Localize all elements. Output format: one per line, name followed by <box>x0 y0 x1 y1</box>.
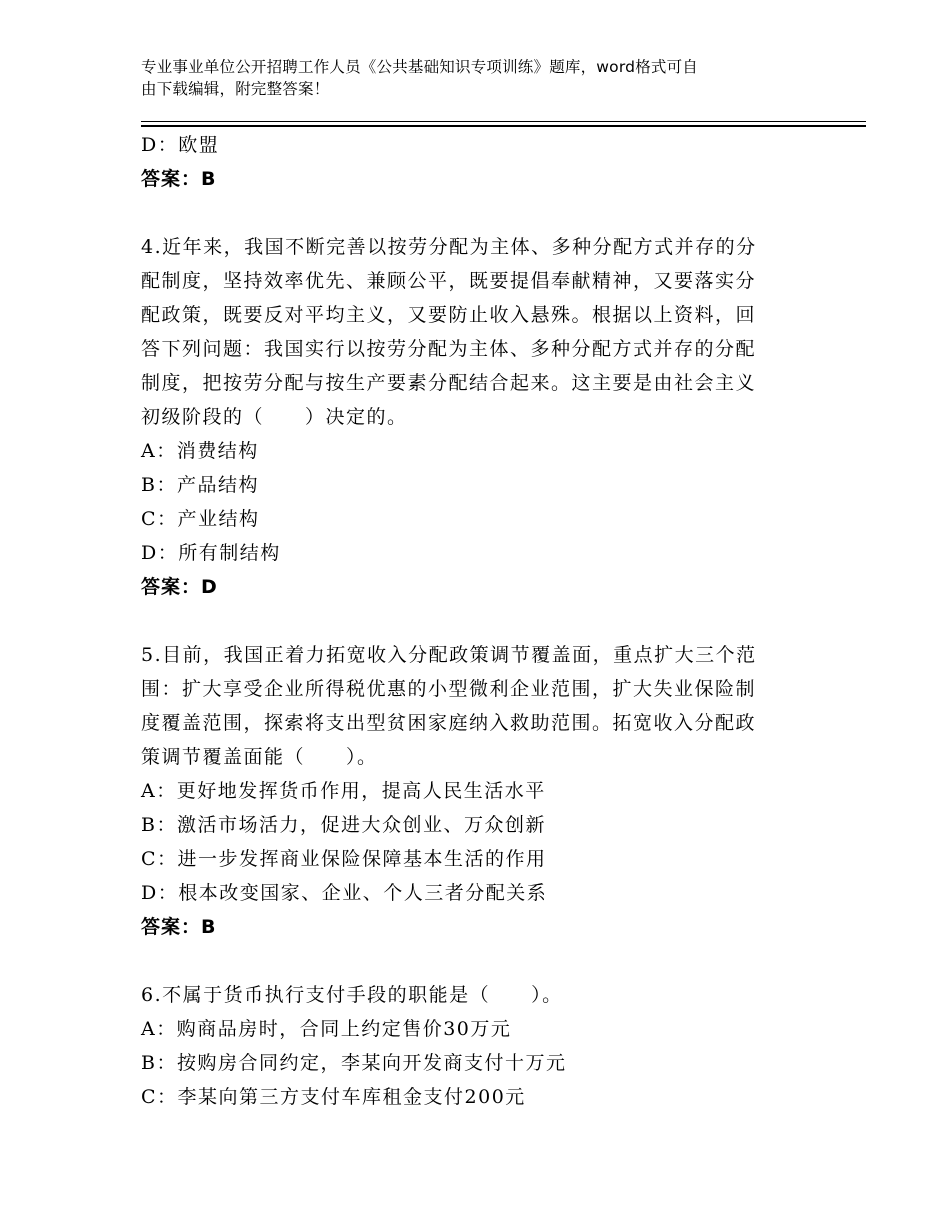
header-divider-thick <box>141 125 866 127</box>
q6-option-b: B：按购房合同约定，李某向开发商支付十万元 <box>141 1052 567 1074</box>
q4-option-c: C：产业结构 <box>141 508 260 530</box>
question-5 <box>141 638 801 944</box>
q4-stem-line: 配制度，坚持效率优先、兼顾公平，既要提倡奉献精神，又要落实分 <box>141 270 757 292</box>
header-line-1: 专业事业单位公开招聘工作人员《公共基础知识专项训练》题库，word格式可自 <box>141 58 699 76</box>
q4-option-b: B：产品结构 <box>141 474 259 496</box>
q5-option-a: A：更好地发挥货币作用，提高人民生活水平 <box>141 780 546 802</box>
q5-answer: 答案：B <box>141 916 217 938</box>
q6-stem-line: 6.不属于货币执行支付手段的职能是（ ）。 <box>141 984 563 1006</box>
header-line-2: 由下载编辑，附完整答案！ <box>141 80 330 98</box>
q5-stem-line: 策调节覆盖面能（ ）。 <box>141 746 378 768</box>
spacer <box>141 944 801 978</box>
q6-option-c: C：李某向第三方支付车库租金支付200元 <box>141 1086 526 1108</box>
q4-stem-line: 4.近年来，我国不断完善以按劳分配为主体、多种分配方式并存的分 <box>141 236 757 258</box>
q5-stem-line: 度覆盖范围，探索将支出型贫困家庭纳入救助范围。拓宽收入分配政 <box>141 712 757 734</box>
q4-option-d: D：所有制结构 <box>141 542 281 564</box>
document-body <box>141 128 801 1114</box>
q4-stem-line: 配政策，既要反对平均主义，又要防止收入悬殊。根据以上资料，回 <box>141 304 757 326</box>
q4-stem-line: 答下列问题：我国实行以按劳分配为主体、多种分配方式并存的分配 <box>141 338 757 360</box>
q4-option-a: A：消费结构 <box>141 440 259 462</box>
q5-option-d: D：根本改变国家、企业、个人三者分配关系 <box>141 882 548 904</box>
q4-answer: 答案：D <box>141 576 218 598</box>
q3-option-d: D：欧盟 <box>141 134 220 156</box>
question-4 <box>141 230 801 604</box>
spacer <box>141 604 801 638</box>
spacer <box>141 196 801 230</box>
q4-stem-line: 制度，把按劳分配与按生产要素分配结合起来。这主要是由社会主义 <box>141 372 757 394</box>
q5-stem-line: 5.目前，我国正着力拓宽收入分配政策调节覆盖面，重点扩大三个范 <box>141 644 757 666</box>
q5-option-c: C：进一步发挥商业保险保障基本生活的作用 <box>141 848 547 870</box>
question-6 <box>141 978 801 1114</box>
q5-option-b: B：激活市场活力，促进大众创业、万众创新 <box>141 814 546 836</box>
document-header <box>141 56 821 100</box>
q4-stem-line: 初级阶段的（ ）决定的。 <box>141 406 408 428</box>
header-divider-thin <box>141 121 866 122</box>
q5-stem-line: 围：扩大享受企业所得税优惠的小型微利企业范围，扩大失业保险制 <box>141 678 757 700</box>
q6-option-a: A：购商品房时，合同上约定售价30万元 <box>141 1018 512 1040</box>
q3-answer: 答案：B <box>141 168 217 190</box>
question-3-tail <box>141 128 801 196</box>
